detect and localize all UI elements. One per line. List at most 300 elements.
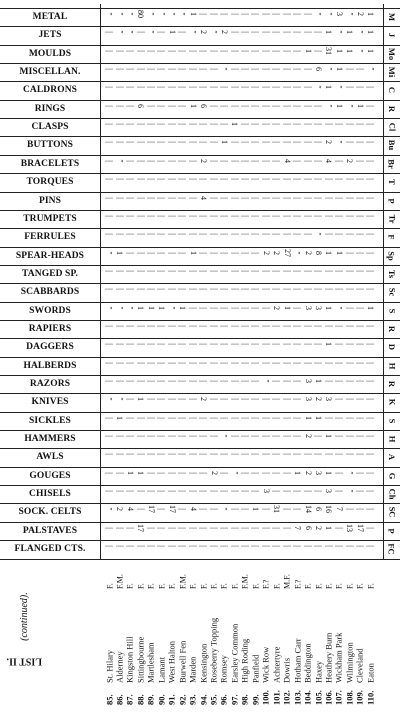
tally-cell: | (146, 435, 156, 437)
tally-cell: | (167, 361, 177, 364)
site-entry (313, 566, 324, 716)
tally-cell: | (199, 68, 209, 70)
tally-cell: 1 (167, 30, 177, 35)
tally-cell: | (324, 453, 334, 456)
tally-cell: | (199, 141, 209, 144)
tally-cell: | (136, 453, 146, 456)
tally-cell: 1 (115, 250, 125, 255)
tally-cell: | (188, 196, 198, 199)
tally-cell: ″ (115, 30, 125, 35)
tally-cell: | (240, 49, 250, 52)
tally-cell: | (157, 380, 167, 382)
tally-cell: | (261, 288, 271, 291)
tally-cell: | (355, 270, 365, 272)
tally-cell: | (293, 159, 303, 162)
tally-cell: | (366, 86, 376, 89)
tally-cell: | (303, 288, 313, 291)
tally-cell: | (230, 31, 240, 34)
tally-cell: ″ (219, 434, 229, 438)
tally-cell: | (366, 471, 376, 474)
tally-cell: | (230, 270, 240, 272)
site-entry (292, 566, 303, 716)
tally-cell: | (282, 104, 292, 107)
tally-cell: | (355, 68, 365, 70)
tally-cell: | (261, 545, 271, 547)
tally-cell: | (136, 215, 146, 217)
tally-cell: | (125, 526, 135, 529)
tally-cell: | (104, 159, 114, 162)
tally-cell: 1 (146, 305, 156, 310)
tally-cell: | (115, 49, 125, 52)
tally-cell: | (240, 104, 250, 107)
tally-cell: | (261, 104, 271, 107)
tally-cell: | (230, 361, 240, 364)
tally-cell: | (261, 416, 271, 419)
tally-cell: 3 (324, 397, 334, 402)
tally-cell: | (157, 398, 167, 401)
site-number: 86. (114, 694, 125, 705)
tally-cell: ″ (125, 305, 135, 310)
tally-cell: | (199, 215, 209, 217)
tally-cell: | (104, 215, 114, 217)
tally-cell: 17 (146, 505, 156, 514)
tally-cell: | (240, 526, 250, 529)
tally-cell: | (199, 306, 209, 309)
tally-cell: | (136, 159, 146, 162)
tally-cell: | (199, 508, 209, 511)
tally-cell: | (115, 453, 125, 456)
tally-cell: | (209, 215, 219, 217)
row-label: SPEAR-HEADS (15, 250, 85, 261)
row-label: SOCK. CELTS (18, 507, 82, 518)
tally-cell: | (104, 31, 114, 34)
tally-cell: | (167, 86, 177, 89)
tally-cell: | (334, 159, 344, 162)
tally-cell: | (178, 196, 188, 199)
tally-cell: 17 (355, 523, 365, 532)
row-abbrev: G (387, 472, 397, 480)
tally-cell: | (261, 86, 271, 89)
tally-cell: | (261, 306, 271, 309)
tally-cell: | (313, 178, 323, 180)
tally-cell: 1 (136, 470, 146, 475)
tally-cell: | (209, 416, 219, 419)
site-find-type: F. (230, 583, 240, 589)
site-name: Heathery Burn (323, 632, 334, 683)
site-name: Wick Row (260, 646, 271, 683)
tally-cell: | (209, 306, 219, 309)
site-number: 88. (135, 694, 146, 705)
tally-cell: | (345, 86, 355, 89)
tally-cell: | (199, 178, 209, 180)
tally-cell: | (303, 31, 313, 34)
row-label: SWORDS (29, 305, 71, 316)
tally-cell: | (199, 270, 209, 272)
tally-cell: | (125, 49, 135, 52)
site-entry (146, 566, 157, 716)
tally-cell: | (334, 270, 344, 272)
tally-cell: | (313, 325, 323, 327)
tally-cell: | (125, 416, 135, 419)
site-find-type: F. (199, 583, 209, 589)
tally-cell: | (355, 159, 365, 162)
row-abbrev: Ts (386, 269, 397, 278)
tally-cell: | (240, 215, 250, 217)
tally-cell: | (282, 178, 292, 180)
tally-cell: | (230, 233, 240, 235)
tally-cell: | (219, 270, 229, 272)
tally-cell: | (282, 545, 292, 547)
tally-cell: | (345, 545, 355, 547)
site-number: 99. (250, 694, 261, 705)
tally-cell: | (345, 398, 355, 401)
tally-cell: | (303, 123, 313, 125)
tally-cell: | (125, 453, 135, 456)
site-name: Haxey (313, 660, 323, 683)
row-label: JETS (38, 30, 62, 41)
tally-cell: 1 (157, 305, 167, 310)
tally-cell: | (199, 251, 209, 254)
tally-cell: | (115, 123, 125, 125)
tally-cell: | (282, 270, 292, 272)
tally-cell: | (157, 490, 167, 492)
tally-cell: | (136, 380, 146, 382)
tally-cell: | (209, 343, 219, 346)
tally-cell: | (115, 526, 125, 529)
tally-cell: ″ (324, 104, 334, 108)
tally-cell: | (251, 68, 261, 70)
tally-cell: | (240, 361, 250, 364)
tally-cell: | (136, 270, 146, 272)
tally-cell: | (115, 215, 125, 217)
tally-cell: 3 (314, 305, 323, 310)
tally-cell: | (167, 104, 177, 107)
tally-cell: | (167, 196, 177, 199)
tally-cell: | (146, 453, 156, 456)
site-entry (282, 566, 293, 716)
tally-cell: | (230, 306, 240, 309)
site-find-type: F. (209, 583, 219, 589)
tally-cell: | (178, 416, 188, 419)
tally-cell: 4 (125, 507, 135, 512)
tally-cell: | (104, 178, 114, 180)
row-label: TRUMPETS (23, 213, 77, 224)
tally-cell: | (272, 288, 282, 291)
tally-cell: | (209, 288, 219, 291)
tally-cell: | (125, 325, 135, 327)
tally-cell: | (251, 159, 261, 162)
tally-cell: | (209, 380, 219, 382)
site-name: High Roding (239, 638, 250, 683)
tally-cell: | (366, 453, 376, 456)
tally-cell: | (261, 343, 271, 346)
tally-cell: | (188, 86, 198, 89)
tally-cell: | (261, 196, 271, 199)
tally-cell: | (355, 141, 365, 144)
tally-cell: | (366, 435, 376, 437)
tally-cell: | (345, 343, 355, 346)
tally-cell: | (115, 325, 125, 327)
tally-cell: | (355, 178, 365, 180)
row-abbrev: Mo (387, 47, 397, 60)
tally-cell: | (261, 123, 271, 125)
row-abbrev: H (387, 435, 397, 443)
tally-cell: | (240, 453, 250, 456)
tally-cell: | (272, 526, 282, 529)
tally-cell: | (313, 270, 323, 272)
tally-cell: 4 (188, 507, 198, 512)
tally-cell: | (303, 545, 313, 547)
tally-cell: | (334, 490, 344, 492)
tally-cell: | (125, 104, 135, 107)
tally-cell: | (251, 123, 261, 125)
tally-cell: | (230, 178, 240, 180)
tally-cell: | (366, 490, 376, 492)
tally-cell: | (209, 325, 219, 327)
site-number: 101. (271, 690, 282, 705)
site-find-type: F. (136, 583, 146, 589)
tally-cell: | (282, 380, 292, 382)
tally-cell: | (240, 270, 250, 272)
tally-cell: | (146, 141, 156, 144)
tally-cell: 17 (167, 505, 177, 514)
tally-cell: ″ (115, 305, 125, 310)
tally-cell: | (240, 86, 250, 89)
site-number: 105. (313, 690, 323, 705)
row-abbrev: J (387, 33, 397, 38)
tally-cell: | (199, 233, 209, 235)
tally-cell: | (293, 68, 303, 70)
tally-cell: | (303, 453, 313, 456)
tally-cell: | (334, 361, 344, 364)
tally-cell: | (272, 68, 282, 70)
tally-cell: | (251, 453, 261, 456)
tally-cell: ″ (146, 12, 156, 16)
site-find-type: F. (324, 583, 334, 589)
site-name: Burwell Fen (177, 640, 188, 683)
tally-cell: 7 (334, 507, 344, 512)
tally-cell: | (115, 435, 125, 437)
tally-cell: | (355, 361, 365, 364)
tally-cell: | (104, 325, 114, 327)
tally-cell: | (104, 68, 114, 70)
tally-cell: | (230, 325, 240, 327)
tally-cell: ″ (105, 305, 114, 310)
tally-cell: ″ (334, 305, 344, 310)
tally-cell: 2 (261, 250, 271, 255)
tally-cell: | (293, 306, 303, 309)
tally-cell: | (146, 380, 156, 382)
tally-cell: | (219, 343, 229, 346)
tally-cell: | (104, 490, 114, 492)
tally-cell: | (334, 343, 344, 346)
tally-cell: | (146, 196, 156, 199)
tally-cell: | (261, 68, 271, 70)
tally-cell: | (167, 123, 177, 125)
tally-cell: | (178, 361, 188, 364)
tally-cell: 1 (366, 12, 376, 16)
tally-cell: 2 (355, 12, 365, 16)
tally-cell: ″ (314, 232, 323, 236)
tally-cell: | (146, 233, 156, 235)
tally-cell: | (324, 325, 334, 327)
tally-cell: | (272, 361, 282, 364)
tally-cell: ″ (293, 250, 303, 255)
tally-cell: | (209, 251, 219, 254)
tally-cell: | (178, 31, 188, 34)
tally-cell: | (366, 416, 376, 419)
tally-cell: | (345, 233, 355, 235)
tally-cell: | (366, 545, 376, 547)
row-abbrev: Sc (387, 288, 397, 297)
row-label: MOULDS (28, 48, 72, 59)
tally-cell: | (282, 141, 292, 144)
tally-cell: ″ (146, 30, 156, 35)
site-name: Romsey (218, 655, 229, 683)
tally-cell: | (178, 104, 188, 107)
tally-cell: | (313, 435, 323, 437)
tally-cell: | (167, 178, 177, 180)
tally-cell: | (240, 233, 250, 235)
site-find-type: F. (105, 583, 114, 589)
tally-cell: ″ (366, 67, 376, 71)
tally-cell: 1 (345, 48, 355, 53)
tally-cell: 1 (303, 48, 313, 53)
tally-cell: 1 (314, 415, 323, 420)
site-name: Panfield (250, 654, 261, 683)
site-number: 106. (323, 690, 334, 705)
tally-cell: | (219, 398, 229, 401)
tally-cell: | (261, 325, 271, 327)
tally-cell: | (230, 159, 240, 162)
tally-cell: | (313, 159, 323, 162)
row-label: GOUGES (29, 470, 71, 481)
tally-cell: | (366, 251, 376, 254)
tally-cell: | (334, 526, 344, 529)
site-name: Kingston Hill (124, 636, 135, 683)
tally-cell: | (104, 361, 114, 364)
tally-cell: 17 (136, 523, 146, 532)
tally-cell: | (167, 453, 177, 456)
tally-cell: | (115, 104, 125, 107)
tally-cell: | (178, 343, 188, 346)
tally-cell: | (104, 123, 114, 125)
tally-cell: | (324, 215, 334, 217)
tally-cell: | (293, 343, 303, 346)
tally-cell: | (115, 196, 125, 199)
tally-cell: | (366, 141, 376, 144)
tally-cell: | (157, 31, 167, 34)
site-name: Eaton (365, 663, 376, 683)
tally-cell: | (303, 141, 313, 144)
tally-cell: | (146, 526, 156, 529)
tally-cell: | (251, 343, 261, 346)
site-number: 109. (354, 690, 365, 705)
tally-cell: | (188, 471, 198, 474)
site-name: Alderney (114, 651, 125, 683)
label-divider (100, 4, 101, 559)
tally-cell: | (209, 508, 219, 511)
tally-cell: | (355, 453, 365, 456)
tally-cell: | (125, 270, 135, 272)
tally-cell: | (230, 104, 240, 107)
tally-cell: | (178, 545, 188, 547)
tally-cell: | (115, 141, 125, 144)
tally-cell: | (230, 251, 240, 254)
tally-cell: | (157, 141, 167, 144)
tally-cell: | (219, 123, 229, 125)
tally-cell: | (251, 104, 261, 107)
tally-cell: | (178, 508, 188, 511)
row-abbrev: SC (387, 507, 397, 518)
tally-cell: | (303, 86, 313, 89)
tally-cell: 3 (303, 397, 313, 402)
tally-cell: | (303, 270, 313, 272)
tally-cell: | (188, 416, 198, 419)
tally-cell: | (125, 490, 135, 492)
tally-cell: | (167, 471, 177, 474)
tally-cell: ″ (167, 305, 177, 310)
row-abbrev: R (386, 380, 397, 388)
tally-cell: | (366, 159, 376, 162)
tally-cell: | (355, 508, 365, 511)
row-abbrev: Ch (387, 488, 397, 500)
tally-cell: 1 (188, 250, 198, 255)
tally-cell: | (188, 526, 198, 529)
tally-cell: | (366, 215, 376, 217)
tally-cell: | (188, 288, 198, 291)
tally-cell: | (219, 233, 229, 235)
tally-cell: | (178, 159, 188, 162)
tally-cell: | (230, 196, 240, 199)
tally-cell: | (104, 453, 114, 456)
row-abbrev: Tr (387, 214, 397, 224)
tally-cell: 1 (324, 305, 334, 310)
tally-cell: | (324, 270, 334, 272)
tally-cell: | (157, 159, 167, 162)
tally-cell: | (282, 435, 292, 437)
tally-cell: | (157, 453, 167, 456)
site-find-type: F. (251, 583, 261, 589)
tally-cell: | (282, 13, 292, 15)
tally-cell: | (230, 508, 240, 511)
tally-cell: 1 (282, 305, 292, 310)
tally-cell: | (125, 123, 135, 125)
tally-cell: | (188, 159, 198, 162)
tally-cell: | (355, 251, 365, 254)
tally-cell: | (334, 380, 344, 382)
tally-cell: | (199, 49, 209, 52)
site-number: 85. (104, 694, 114, 705)
tally-cell: | (104, 196, 114, 199)
tally-cell: | (219, 526, 229, 529)
tally-cell: | (261, 435, 271, 437)
tally-cell: | (167, 435, 177, 437)
tally-cell: | (209, 361, 219, 364)
tally-cell: | (261, 215, 271, 217)
tally-cell: | (188, 325, 198, 327)
tally-cell: | (136, 288, 146, 291)
tally-cell: | (345, 123, 355, 125)
tally-cell: | (104, 233, 114, 235)
tally-cell: | (334, 178, 344, 180)
tally-cell: | (209, 196, 219, 199)
tally-cell: | (230, 453, 240, 456)
tally-cell: | (345, 178, 355, 180)
tally-cell: | (209, 178, 219, 180)
tally-cell: | (219, 306, 229, 309)
tally-cell: | (240, 68, 250, 70)
